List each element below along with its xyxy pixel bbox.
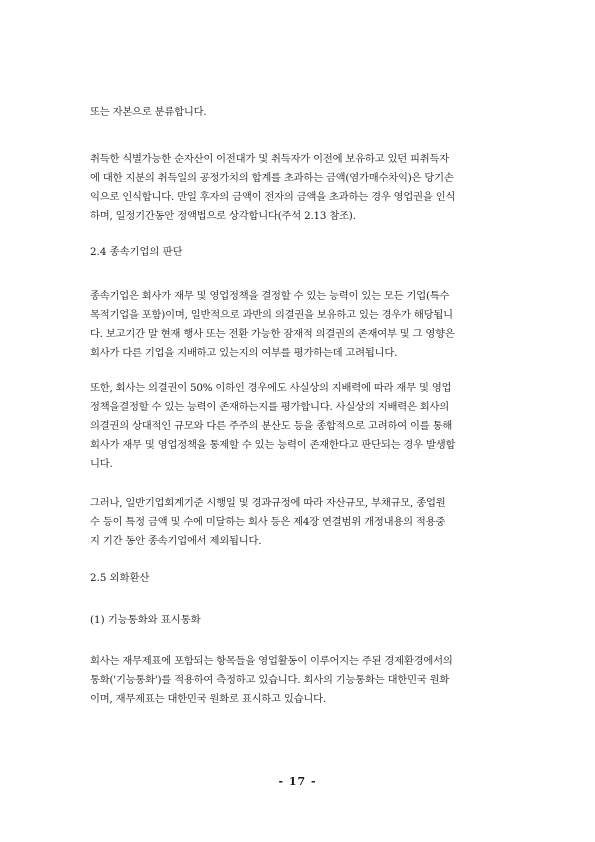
text-line: 하며, 일정기간동안 정액법으로 상각합니다(주석 2.13 참조). xyxy=(90,210,356,222)
text-line: 회사는 재무제표에 포함되는 항목들을 영업활동이 이루어지는 주된 경제환경에서의 xyxy=(90,655,453,667)
text-line: 에 대한 지분의 취득일의 공정가치의 합계를 초과하는 금액(염가매수차익)은 당기손 xyxy=(90,172,454,184)
paragraph-functional-currency xyxy=(90,652,508,709)
text-line: 익으로 인식합니다. 만일 후자의 금액이 전자의 금액을 초과하는 경우 영업권을 인식 xyxy=(90,191,456,203)
paragraph-de-facto-control xyxy=(90,379,508,474)
text-line: 의결권의 상대적인 규모와 다른 주주의 분산도 등을 종합적으로 고려하여 이를 통해 xyxy=(90,420,453,432)
text-line: 목적기업을 포함)이며, 일반적으로 과반의 의결권을 보유하고 있는 경우가 해당됩니 xyxy=(90,309,453,321)
paragraph-goodwill xyxy=(90,150,508,226)
text-line: 정책을결정할 수 있는 능력이 존재하는지를 평가합니다. 사실상의 지배력은 회사의 xyxy=(90,401,450,413)
text-line: 통화('기능통화')를 적용하여 측정하고 있습니다. 회사의 기능통화는 대한민국 원화 xyxy=(90,674,450,686)
text-line: 그러나, 일반기업회계기준 시행일 및 경과규정에 따라 자산규모, 부채규모, 종업원 xyxy=(90,497,446,509)
text-line: 또는 자본으로 분류합니다. xyxy=(90,106,207,118)
text-line: 취득한 식별가능한 순자산이 이전대가 및 취득자가 이전에 보유하고 있던 피취득자 xyxy=(90,153,450,165)
text-line: 종속기업은 회사가 재무 및 영업정책을 결정할 수 있는 능력이 있는 모든 기업(특수 xyxy=(90,290,450,302)
text-line: 다. 보고기간 말 현재 행사 또는 전환 가능한 잠재적 의결권의 존재여부 및 그 영향은 xyxy=(90,328,455,340)
section-heading-2-5: 2.5 외화환산 xyxy=(90,572,150,584)
page-number: - 17 - xyxy=(278,775,317,788)
text-line: 이며, 재무제표는 대한민국 원화로 표시하고 있습니다. xyxy=(90,693,326,705)
text-line: 회사가 다른 기업을 지배하고 있는지의 여부를 평가하는데 고려됩니다. xyxy=(90,347,398,359)
paragraph-continuation xyxy=(90,103,508,122)
subsection-heading-1: (1) 기능통화와 표시통화 xyxy=(90,614,201,626)
text-line: 수 등이 특정 금액 및 수에 미달하는 회사 등은 제4장 연결범위 개정내용의 적용중 xyxy=(90,516,446,528)
paragraph-exclusion xyxy=(90,494,508,551)
text-line: 회사가 재무 및 영업정책을 통제할 수 있는 능력이 존재한다고 판단되는 경우 발생합 xyxy=(90,439,456,451)
paragraph-subsidiary-definition xyxy=(90,287,508,363)
section-heading-2-4: 2.4 종속기업의 판단 xyxy=(90,246,183,258)
text-line: 또한, 회사는 의결권이 50% 이하인 경우에도 사실상의 지배력에 따라 재무 및 영업 xyxy=(90,382,452,394)
text-line: 지 기간 동안 종속기업에서 제외됩니다. xyxy=(90,535,262,547)
text-line: 니다. xyxy=(90,458,113,470)
